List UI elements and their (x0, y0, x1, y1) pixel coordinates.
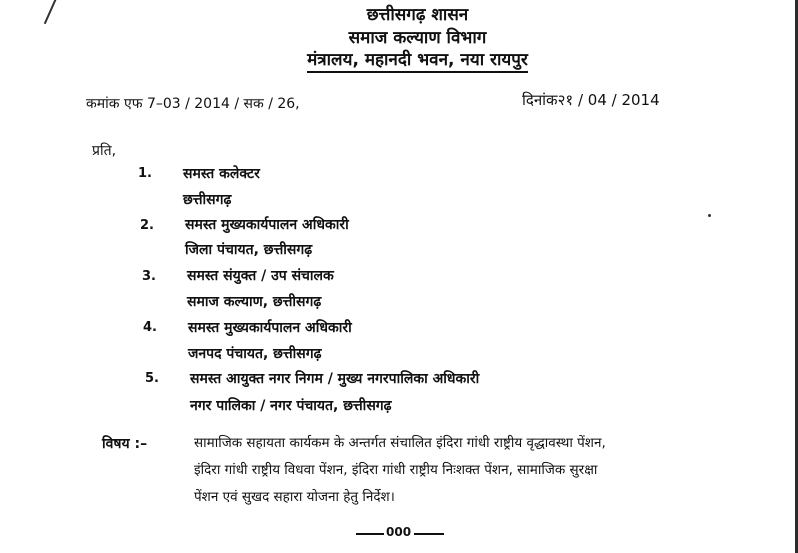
recipient-1-place: छत्तीसगढ़ (183, 192, 232, 208)
reference-number: कमांक एफ 7–03 / 2014 / सक / 26, (86, 96, 300, 112)
header-government: छत्तीसगढ़ शासन (366, 5, 469, 25)
header-address-text: मंत्रालय, महानदी भवन, नया रायपुर (307, 50, 528, 73)
header-address (20, 47, 798, 70)
prati-label: प्रति, (92, 143, 117, 159)
subject-line-3: पेंशन एवं सुखद सहारा योजना हेतु निर्देश। (194, 489, 395, 505)
recipient-2-number: 2. (140, 218, 154, 233)
recipient-1-title: समस्त कलेक्टर (183, 166, 260, 182)
separator-text: 000 (386, 525, 412, 539)
recipient-1-number: 1. (138, 166, 152, 181)
subject-line-1: सामाजिक सहायता कार्यकम के अन्तर्गत संचालित इंदिरा गांधी राष्ट्रीय वृद्धावस्था पेंशन, (194, 435, 606, 451)
recipient-5-place: नगर पालिका / नगर पंचायत, छत्तीसगढ़ (190, 398, 392, 414)
recipient-2-title: समस्त मुख्यकार्यपालन अधिकारी (185, 217, 349, 233)
recipient-4-title: समस्त मुख्यकार्यपालन अधिकारी (188, 320, 352, 336)
scan-speck (708, 214, 711, 217)
header-department: समाज कल्याण विभाग (348, 28, 487, 48)
reference-date: दिनांक२१ / 04 / 2014 (522, 91, 660, 109)
separator-right-dash (414, 533, 444, 535)
separator-left-dash (356, 533, 384, 535)
recipient-5-title: समस्त आयुक्त नगर निगम / मुख्य नगरपालिका अधिकारी (190, 371, 480, 387)
recipient-3-title: समस्त संयुक्त / उप संचालक (187, 268, 334, 284)
subject-line-2: इंदिरा गांधी राष्ट्रीय विधवा पेंशन, इंदिरा गांधी राष्ट्रीय निःशक्त पेंशन, सामाजिक सुरक्षा (194, 462, 598, 478)
recipient-3-number: 3. (142, 269, 156, 284)
recipient-2-place: जिला पंचायत, छत्तीसगढ़ (185, 242, 313, 258)
recipient-3-place: समाज कल्याण, छत्तीसगढ़ (187, 294, 322, 310)
recipient-5-number: 5. (145, 371, 159, 386)
recipient-4-place: जनपद पंचायत, छत्तीसगढ़ (188, 346, 322, 362)
recipient-4-number: 4. (143, 320, 157, 335)
subject-label: विषय :– (102, 436, 148, 452)
